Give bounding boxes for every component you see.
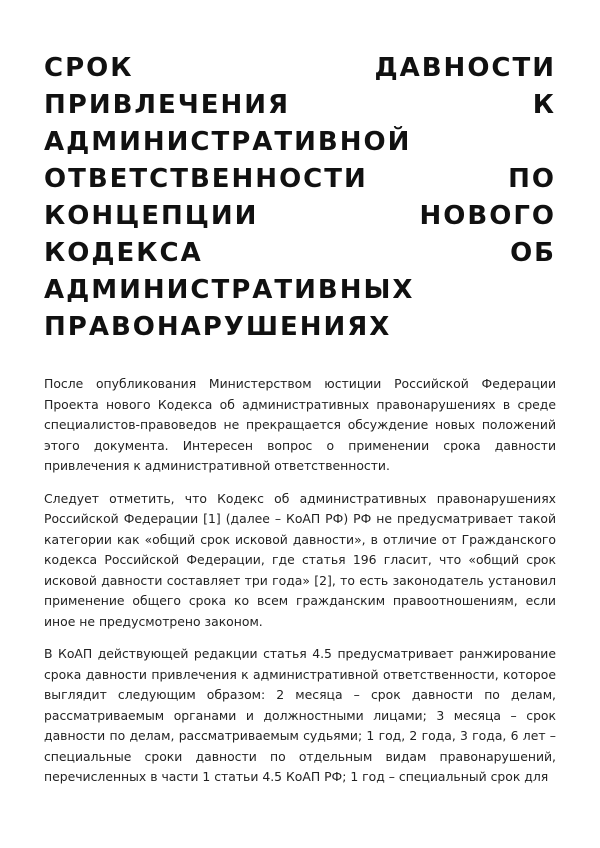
page-title: СРОК ДАВНОСТИ ПРИВЛЕЧЕНИЯ К АДМИНИСТРАТИВНОЙ ОТВЕТСТВЕННОСТИ ПО КОНЦЕПЦИИ НОВОГО КОДЕКСА ОБ АДМИНИСТРАТИВНЫХ ПРАВОНАРУШЕНИЯХ <box>44 53 556 342</box>
article-body <box>44 374 556 800</box>
paragraph: Следует отметить, что Кодекс об административных правонарушениях Российской Федерации [1] (далее – КоАП РФ) РФ не предусматривает такой категории как «общий срок исковой давности», в отличие от Гражданского кодекса Российской Федерации, где статья 196 гласит, что «общий срок исковой давности составляет три года» [2], то есть законодатель установил применение общего срока ко всем гражданским правоотношениям, если иное не предусмотрено законом. <box>44 490 556 629</box>
paragraph: В КоАП действующей редакции статья 4.5 предусматривает ранжирование срока давности привлечения к административной ответственности, которое выглядит следующим образом: 2 месяца – срок давности по делам, рассматриваемым органами и должностными лицами; 3 месяца – срок давности по делам, рассматриваемым судьями; 1 год, 2 года, 3 года, 6 лет – специальные сроки давности по отдельным видам правонарушений, перечисленных в части 1 статьи 4.5 КоАП РФ; 1 год – специальный срок для <box>44 646 556 784</box>
paragraph: После опубликования Министерством юстиции Российской Федерации Проекта нового Кодекса об административных правонарушениях в среде специалистов-правоведов не прекращается обсуждение новых положений этого документа. Интересен вопрос о применении срока давности привлечения к административной ответственности. <box>44 376 556 473</box>
